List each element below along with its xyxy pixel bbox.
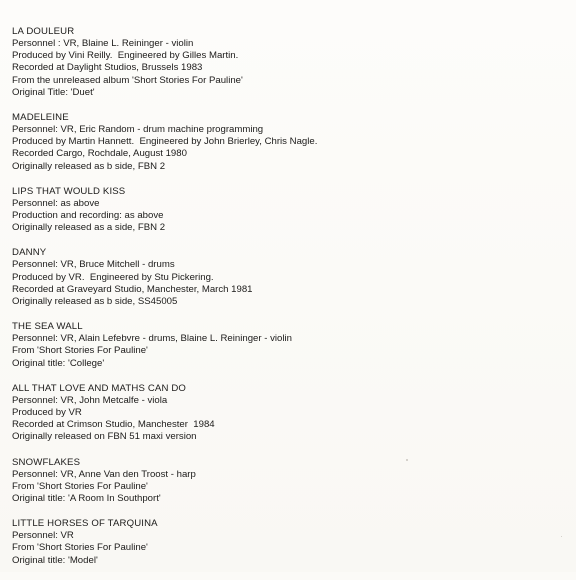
track-credit: [12, 26, 552, 99]
credit-line: Personnel : VR, Blaine L. Reininger - violin: [12, 38, 194, 49]
track-credit: [12, 321, 552, 370]
credit-line: Produced by VR: [12, 407, 82, 419]
credit-line: Personnel: VR, Eric Random - drum machine programming: [12, 124, 264, 136]
credit-line: Produced by VR. Engineered by Stu Pickering.: [12, 271, 214, 283]
credit-line: Recorded at Crimson Studio, Manchester 1984: [12, 419, 215, 431]
credit-line: Original title: 'A Room In Southport': [12, 493, 161, 505]
track-credit: [12, 247, 552, 308]
track-title: SNOWFLAKES: [12, 456, 81, 468]
credit-line: Recorded at Daylight Studios, Brussels 1983: [12, 62, 203, 74]
track-title: LIPS THAT WOULD KISS: [12, 185, 126, 197]
credit-line: Personnel: VR: [12, 530, 74, 542]
track-credit: [12, 383, 552, 444]
track-credits-list: [12, 26, 552, 580]
credit-line: Recorded Cargo, Rochdale, August 1980: [12, 148, 187, 160]
track-title: LA DOULEUR: [12, 26, 75, 37]
track-credit: [12, 518, 552, 567]
credit-line: Recorded at Graveyard Studio, Manchester, March 1981: [12, 283, 253, 295]
credit-line: From 'Short Stories For Pauline': [12, 345, 148, 357]
credit-line: Personnel: as above: [12, 197, 100, 209]
paper-speck: [561, 536, 562, 537]
credit-line: Personnel: VR, Alain Lefebvre - drums, Blaine L. Reininger - violin: [12, 333, 292, 345]
credit-line: Personnel: VR, Anne Van den Troost - harp: [12, 468, 196, 480]
credit-line: Produced by Vini Reilly. Engineered by Gilles Martin.: [12, 50, 239, 62]
credit-line: Produced by Martin Hannett. Engineered by John Brierley, Chris Nagle.: [12, 136, 318, 148]
credit-line: From 'Short Stories For Pauline': [12, 480, 148, 492]
track-title: DANNY: [12, 247, 47, 259]
credit-line: Originally released as a side, FBN 2: [12, 222, 166, 234]
credit-line: Originally released as b side, SS45005: [12, 296, 178, 308]
paper-speck: [406, 459, 408, 461]
track-title: ALL THAT LOVE AND MATHS CAN DO: [12, 382, 187, 394]
track-title: MADELEINE: [12, 112, 69, 124]
track-credit: [12, 186, 552, 235]
credit-line: Personnel: VR, John Metcalfe - viola: [12, 394, 168, 406]
credit-line: Original Title: 'Duet': [12, 86, 95, 98]
credit-line: Originally released as b side, FBN 2: [12, 160, 166, 172]
credit-line: From the unreleased album 'Short Stories For Pauline': [12, 74, 243, 86]
credit-line: Original title: 'Model': [12, 554, 98, 566]
track-credit: [12, 112, 552, 173]
credit-line: Production and recording: as above: [12, 210, 164, 222]
credit-line: From 'Short Stories For Pauline': [12, 542, 148, 554]
credit-line: Originally released on FBN 51 maxi version: [12, 431, 197, 443]
track-credit: [12, 457, 552, 506]
credit-line: Personnel: VR, Bruce Mitchell - drums: [12, 259, 175, 271]
credit-line: Original title: 'College': [12, 357, 105, 369]
track-title: LITTLE HORSES OF TARQUINA: [12, 518, 158, 530]
track-title: THE SEA WALL: [12, 321, 83, 333]
